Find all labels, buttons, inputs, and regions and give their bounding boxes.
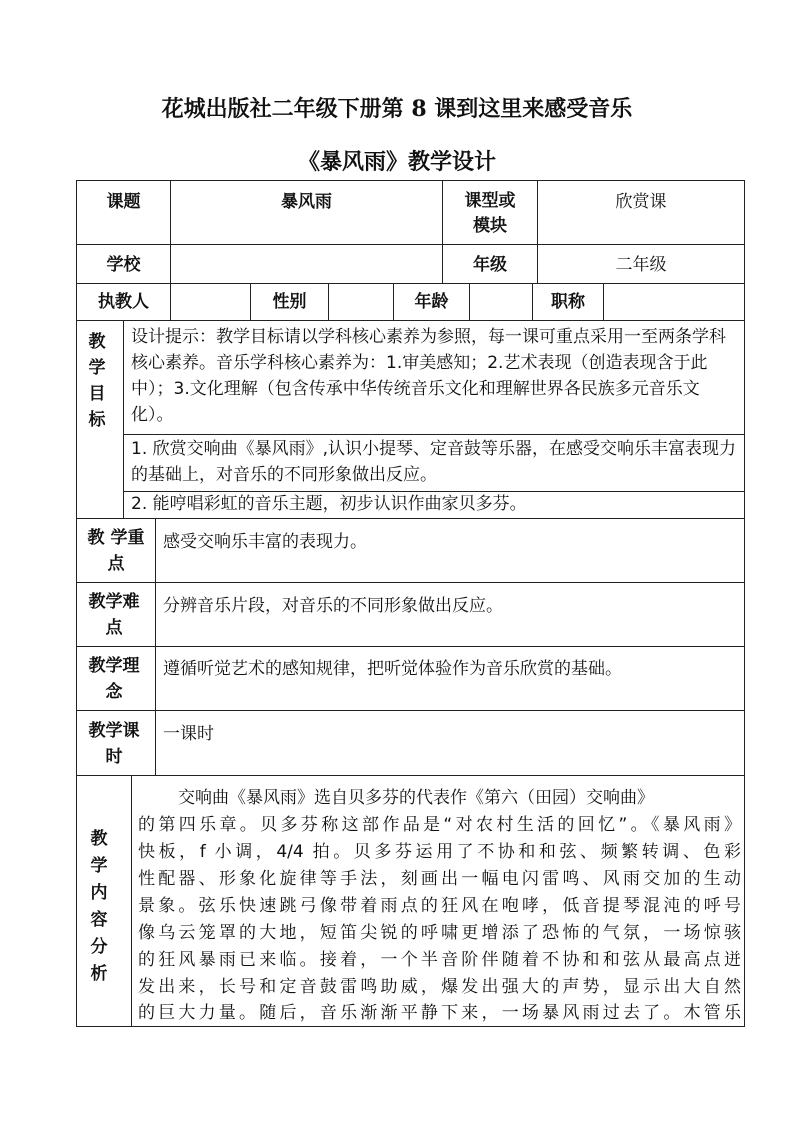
label-topic: 课题 bbox=[106, 192, 141, 212]
analysis-line: 性配器、形象化旋律等手法，刻画出一幅电闪雷鸣、风雨交加的生动 bbox=[138, 869, 741, 889]
label-teacher: 执教人 bbox=[98, 292, 149, 312]
value-philosophy: 遵循听觉艺术的感知规律，把听觉体验作为音乐欣赏的基础。 bbox=[163, 659, 622, 679]
label-school: 学校 bbox=[106, 255, 141, 275]
document-subtitle: 《暴风雨》教学设计 bbox=[297, 149, 496, 175]
analysis-line: 发出来，长号和定音鼓雷鸣助威，爆发出强大的声势，显示出大自然 bbox=[138, 977, 741, 997]
document-title: 花城出版社二年级下册第 8 课到这里来感受音乐 bbox=[161, 96, 633, 122]
objective-1: 1. 欣赏交响曲《暴风雨》,认识小提琴、定音鼓等乐器，在感受交响乐丰富表现力的基础上，对音乐的不同形象做出反应。 bbox=[131, 439, 737, 485]
value-hours: 一课时 bbox=[163, 724, 214, 744]
label-analysis: 教学内容分析 bbox=[90, 829, 108, 984]
analysis-line: 景象。弦乐快速跳弓像带着雨点的狂风在咆哮，低音提琴混沌的呼号 bbox=[138, 896, 741, 916]
label-difficulties: 教学难点 bbox=[88, 592, 140, 638]
analysis-line: 像乌云笼罩的大地，短笛尖锐的呼啸更增添了恐怖的气氛，一场惊骇 bbox=[138, 923, 741, 943]
value-topic: 暴风雨 bbox=[281, 192, 332, 212]
label-grade: 年级 bbox=[473, 255, 507, 275]
label-age: 年龄 bbox=[414, 292, 449, 312]
value-grade: 二年级 bbox=[615, 255, 667, 275]
label-hours: 教学课时 bbox=[88, 721, 140, 767]
label-key-points: 教 学重点 bbox=[87, 528, 145, 574]
value-difficulties: 分辨音乐片段，对音乐的不同形象做出反应。 bbox=[163, 596, 503, 616]
analysis-line: 的狂风暴雨已来临。接着，一个半音阶伴随着不协和和弦从最高点迸 bbox=[138, 950, 741, 970]
analysis-line: 快板，f 小调，4/4 拍。贝多芬运用了不协和和弦、频繁转调、色彩 bbox=[138, 842, 741, 862]
label-lesson-type: 课型或模块 bbox=[464, 191, 516, 236]
value-key-points: 感受交响乐丰富的表现力。 bbox=[163, 532, 367, 552]
analysis-line: 的第四乐章。贝多芬称这部作品是“对农村生活的回忆”。《暴风雨》 bbox=[138, 815, 741, 835]
label-objectives: 教学目标 bbox=[88, 332, 106, 430]
label-title: 职称 bbox=[551, 292, 585, 312]
analysis-line: 的巨大力量。随后，音乐渐渐平静下来，一场暴风雨过去了。木管乐 bbox=[138, 1003, 741, 1023]
label-philosophy: 教学理念 bbox=[88, 656, 140, 702]
objective-2: 2. 能哼唱彩虹的音乐主题，初步认识作曲家贝多芬。 bbox=[131, 494, 527, 514]
objectives-hint: 设计提示：教学目标请以学科核心素养为参照，每一课可重点采用一至两条学科核心素养。音乐学科核心素养为：1.审美感知；2.艺术表现（创造表现含于此中）；3.文化理解（包含传承中华传统音乐文化和理解世界各民族多元音乐文化）。 bbox=[131, 327, 726, 425]
value-lesson-type: 欣赏课 bbox=[615, 192, 667, 212]
analysis-line: 交响曲《暴风雨》选自贝多芬的代表作《第六（田园）交响曲》 bbox=[178, 788, 654, 808]
label-gender: 性别 bbox=[272, 292, 307, 312]
